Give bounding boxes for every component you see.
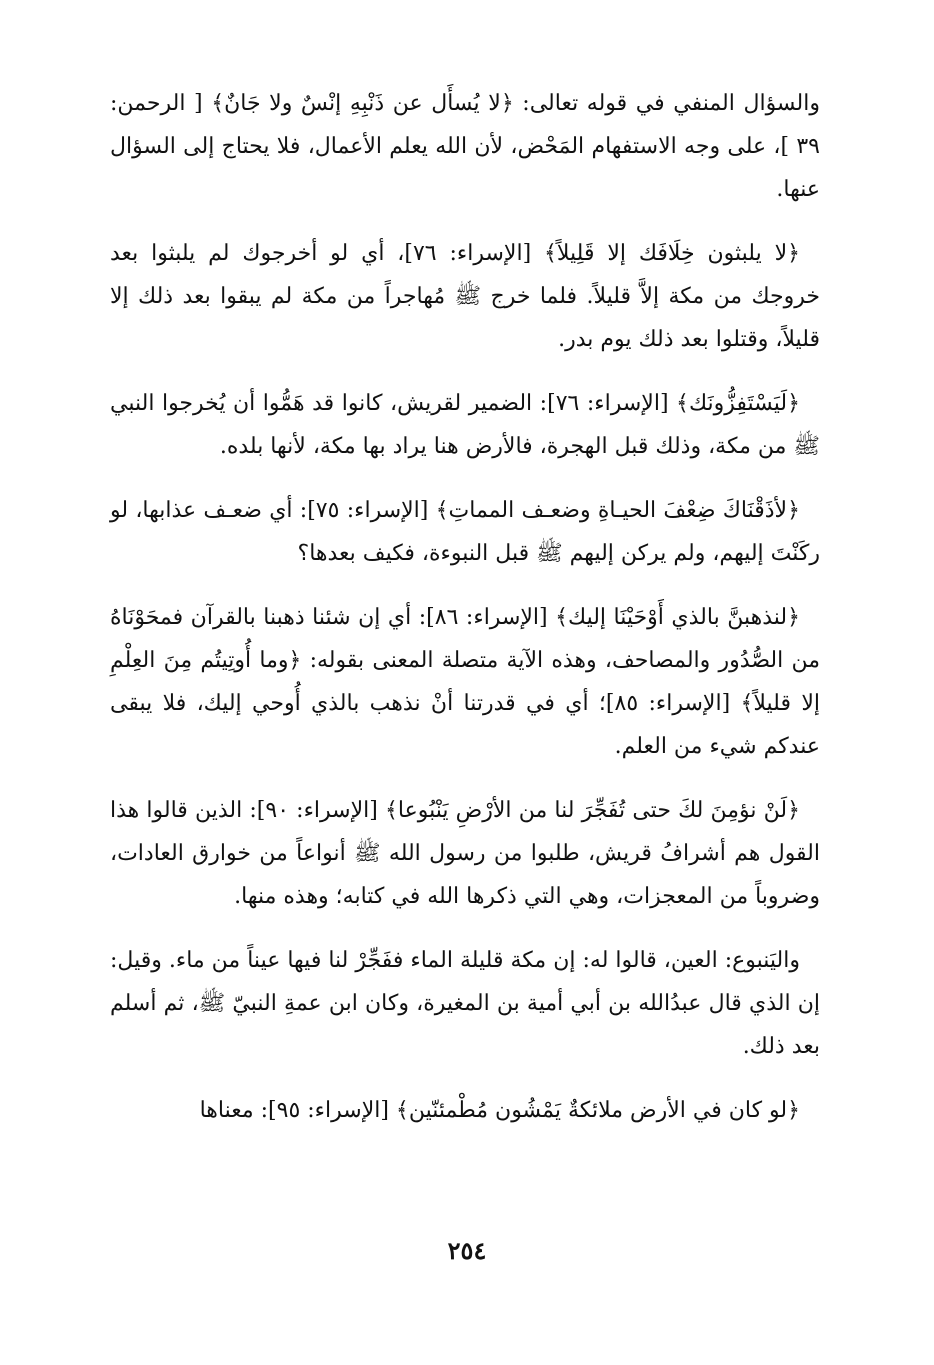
paragraph: ﴿لَنْ نؤمِنَ لكَ حتى تُفَجِّرَ لنا من الأرْضِ يَنْبُوعا﴾ [الإسراء: ٩٠]: الذين قالوا هذا القول هم أشرافُ قريش، طلبوا من رسول الله ﷺ أنواعاً من خوارق العادات، وضروباً من المعجزات، وهي التي ذكرها الله في كتابه؛ وهذه منها. <box>110 798 820 909</box>
paragraph: ﴿لا يلبثون خِلَافَك إلا قَلِيلاً﴾ [الإسراء: ٧٦]، أي لو أخرجوك لم يلبثوا بعد خروجك من مكة إلاَّ قليلاً. فلما خرج ﷺ مُهاجراً من مكة لم يبقوا بعد ذلك إلا قليلاً، وقتلوا بعد ذلك يوم بدر. <box>110 241 820 352</box>
paragraph: ﴿لأذَقْنَاكَ ضِعْفَ الحيـاةِ وضعـف المماتِ﴾ [الإسراء: ٧٥]: أي ضعـف عذابها، لو ركَنْتَ إليهم، ولم يركن إليهم ﷺ قبل النبوءة، فكيف بعدها؟ <box>110 498 820 566</box>
page-body <box>110 82 820 1153</box>
paragraph: والسؤال المنفي في قوله تعالى: ﴿لا يُسأَل عن ذَنْبِهِ إنْسٌ ولا جَانٌ﴾ [ الرحمن: ٣٩ ]، على وجه الاستفهام المَحْض، لأن الله يعلم الأعمال، فلا يحتاج إلى السؤال عنها. <box>110 91 820 202</box>
paragraph: واليَنبوع: العين، قالوا له: إن مكة قليلة الماء ففَجِّرْ لنا فيها عيناً من ماء. وقيل: إن الذي قال عبدُالله بن أبي أمية بن المغيرة، وكان ابن عمةِ النبيّ ﷺ، ثم أسلم بعد ذلك. <box>110 948 820 1059</box>
paragraph: ﴿لو كان في الأرض ملائكةٌ يَمْشُون مُطْمئنّين﴾ [الإسراء: ٩٥]: معناها <box>199 1098 800 1123</box>
paragraph: ﴿لَيَسْتَفِزُّونَك﴾ [الإسراء: ٧٦]: الضمير لقريش، كانوا قد هَمُّوا أن يُخرجوا النبي ﷺ من مكة، وذلك قبل الهجرة، فالأرض هنا يراد بها مكة، لأنها بلده. <box>110 391 820 459</box>
page-number: ٢٥٤ <box>447 1236 487 1265</box>
paragraph: ﴿لنذهبنَّ بالذي أَوْحَيْنَا إليك﴾ [الإسراء: ٨٦]: أي إن شئنا ذهبنا بالقرآن فمحَوْنَاهُ من الصُّدُور والمصاحف، وهذه الآية متصلة المعنى بقوله: ﴿وما أُوتِيتُم مِنَ العِلْمِ إلا قليلاً﴾ [الإسراء: ٨٥]؛ أي في قدرتنا أنْ نذهب بالذي أُوحي إليك، فلا يبقى عندكم شيء من العلم. <box>110 605 820 759</box>
